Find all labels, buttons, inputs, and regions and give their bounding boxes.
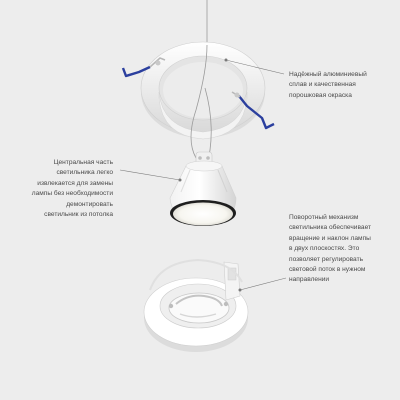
rotating-module [144,260,248,352]
annotation-coating: Надёжный алюминиевый сплав и качественная порошковая окраска [289,71,367,99]
annotation-center-part: Центральная часть светильника легко извлекается для замены лампы без необходимости демонтировать светильник из потолка [31,159,113,219]
leader-rotation [240,278,286,290]
leader-center [120,170,180,180]
lamp-cup [170,152,236,226]
mounting-ring [141,42,265,139]
annotation-rotation: Поворотный механизм светильника обеспечивает вращение и наклон лампы в двух плоскостях. Это позволяет регулировать световой поток в нужном направлении [289,214,372,284]
